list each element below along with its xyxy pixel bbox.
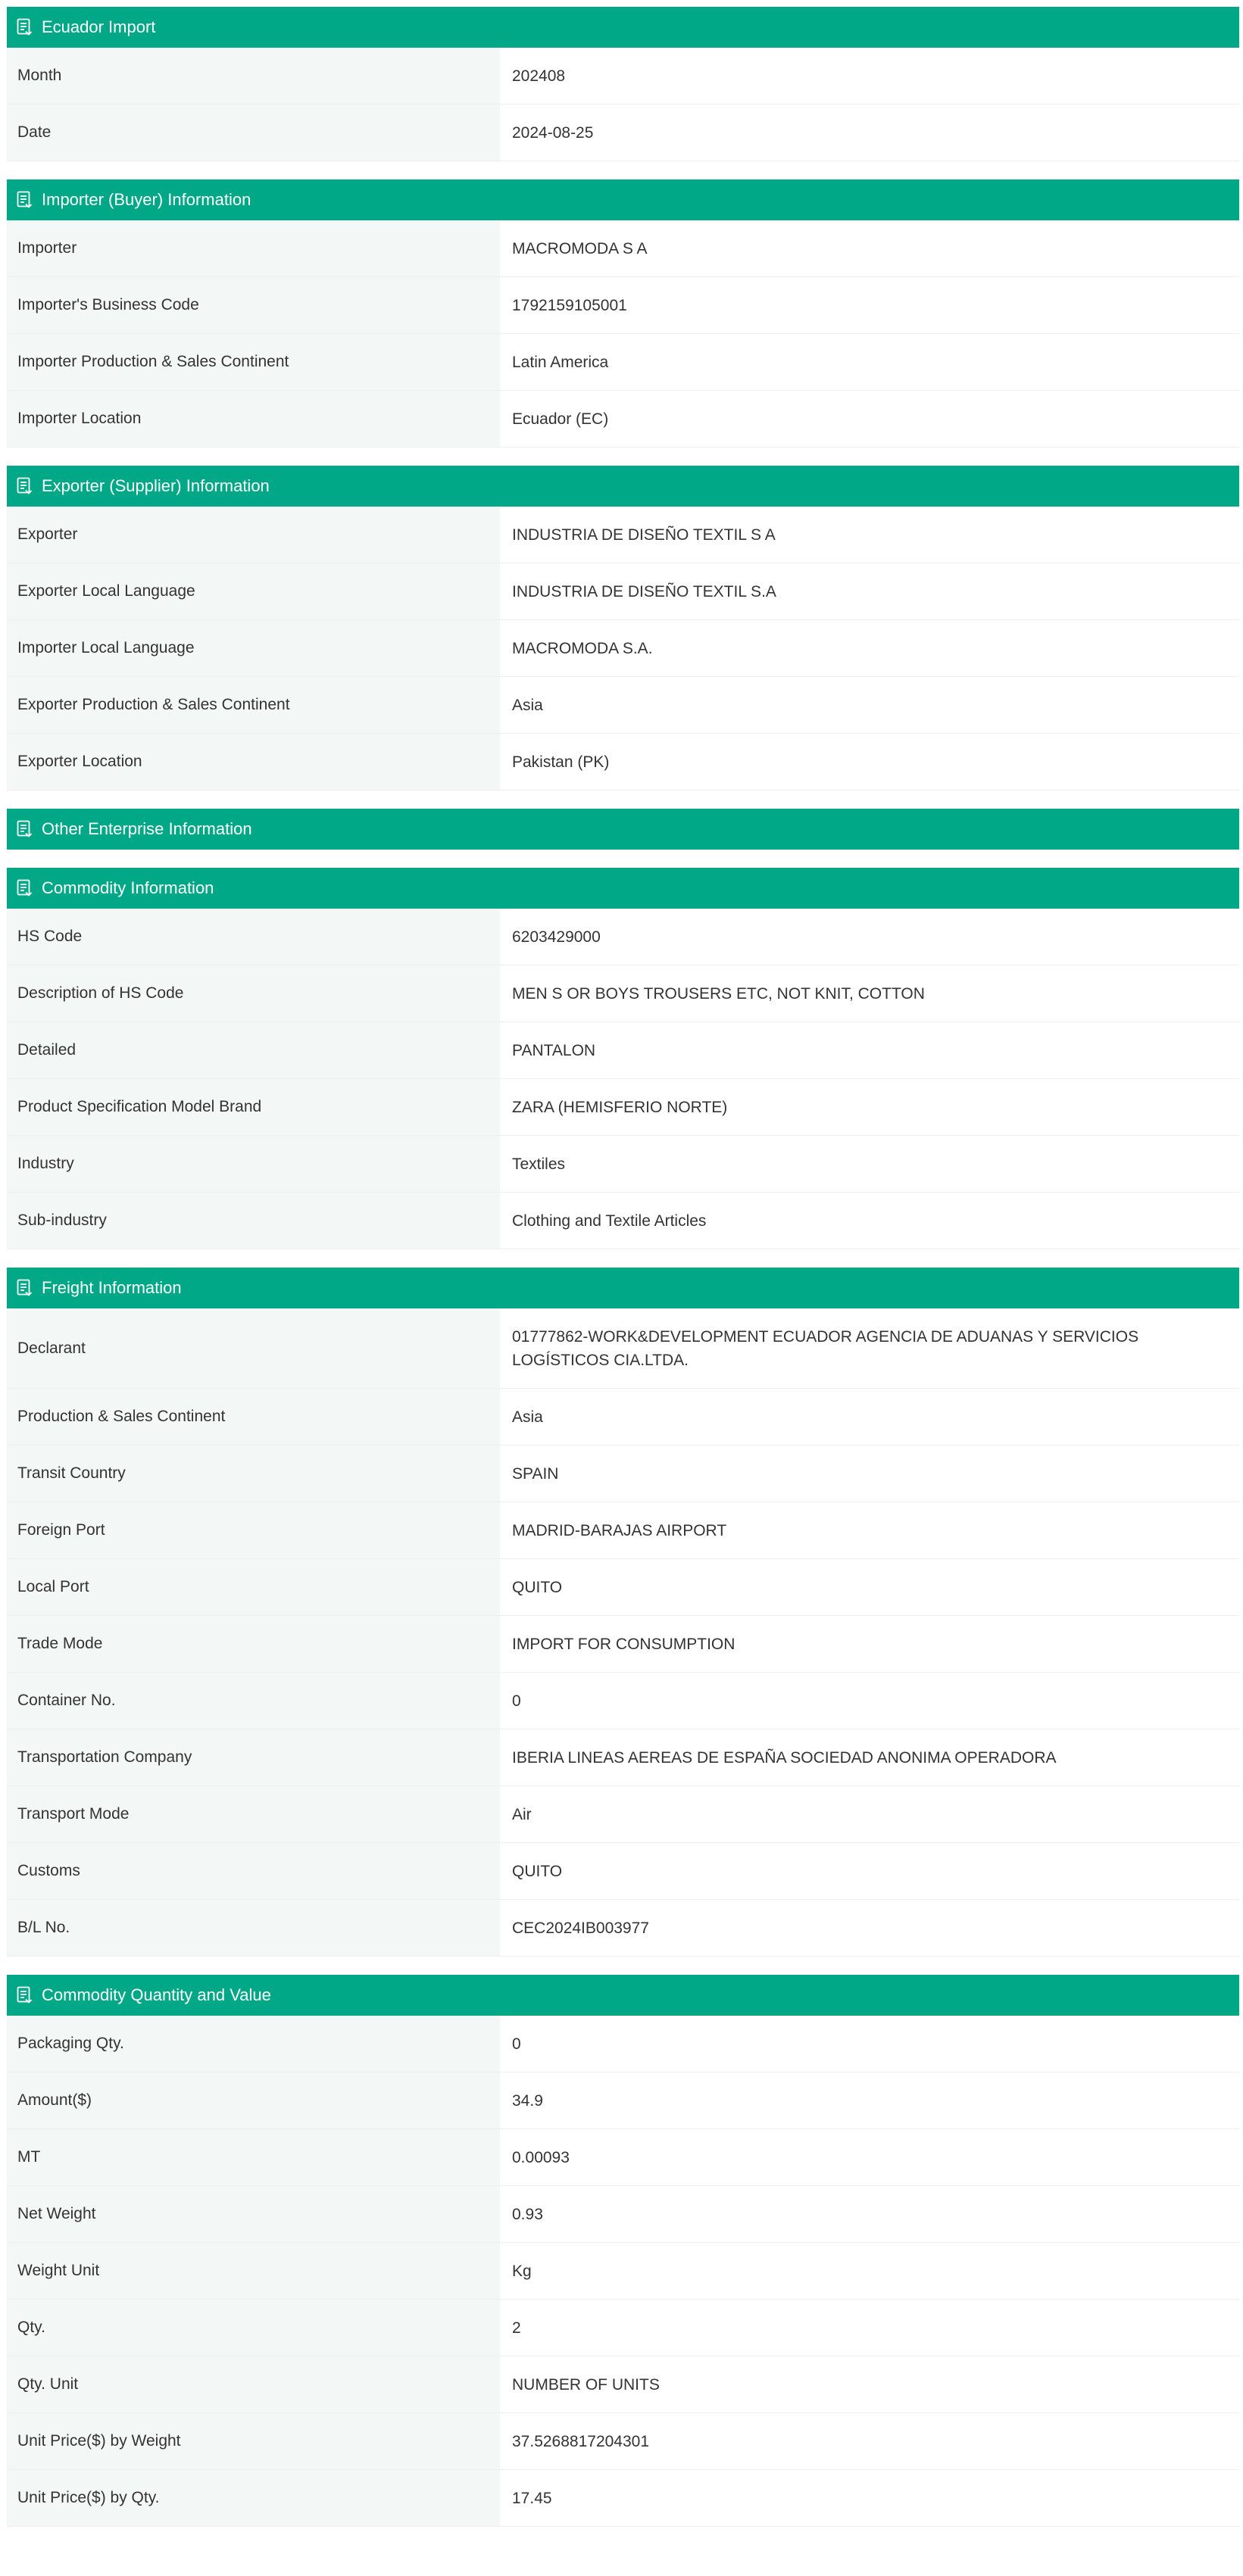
field-value: 6203429000 (500, 909, 1239, 965)
field-value: Asia (500, 1389, 1239, 1445)
field-value: NUMBER OF UNITS (500, 2356, 1239, 2412)
field-label: B/L No. (7, 1900, 500, 1956)
section-importer-buyer-information (7, 179, 1239, 448)
field-row (7, 220, 1239, 277)
field-label: Transportation Company (7, 1729, 500, 1785)
section-body (7, 48, 1239, 161)
field-label: Production & Sales Continent (7, 1389, 500, 1445)
field-label: Transport Mode (7, 1786, 500, 1842)
field-row (7, 2356, 1239, 2413)
field-value: 0.93 (500, 2186, 1239, 2242)
field-label: Qty. (7, 2300, 500, 2356)
field-value: QUITO (500, 1559, 1239, 1615)
field-label: Transit Country (7, 1445, 500, 1502)
field-row (7, 1502, 1239, 1559)
field-row (7, 277, 1239, 334)
section-header (7, 466, 1239, 507)
field-value: MACROMODA S.A. (500, 620, 1239, 676)
section-commodity-information (7, 868, 1239, 1249)
field-row (7, 2413, 1239, 2470)
field-value: MEN S OR BOYS TROUSERS ETC, NOT KNIT, COTTON (500, 965, 1239, 1021)
field-value: Latin America (500, 334, 1239, 390)
section-header (7, 809, 1239, 850)
field-row (7, 909, 1239, 965)
field-value: 17.45 (500, 2470, 1239, 2526)
document-icon (16, 1279, 33, 1297)
field-row (7, 1900, 1239, 1957)
field-value: MADRID-BARAJAS AIRPORT (500, 1502, 1239, 1558)
field-value: 01777862-WORK&DEVELOPMENT ECUADOR AGENCIA DE ADUANAS Y SERVICIOS LOGÍSTICOS CIA.LTDA. (500, 1308, 1239, 1388)
section-other-enterprise-information (7, 809, 1239, 850)
field-value: Pakistan (PK) (500, 734, 1239, 790)
section-header (7, 179, 1239, 220)
field-row (7, 620, 1239, 677)
section-body (7, 909, 1239, 1249)
field-value: 202408 (500, 48, 1239, 104)
field-label: Importer (7, 220, 500, 276)
field-label: Qty. Unit (7, 2356, 500, 2412)
field-row (7, 1079, 1239, 1136)
field-label: Exporter Location (7, 734, 500, 790)
section-ecuador-import (7, 7, 1239, 161)
section-header (7, 1975, 1239, 2016)
field-row (7, 1389, 1239, 1445)
section-body (7, 507, 1239, 791)
field-label: Trade Mode (7, 1616, 500, 1672)
field-label: Container No. (7, 1673, 500, 1729)
field-row (7, 734, 1239, 791)
field-label: Importer Local Language (7, 620, 500, 676)
field-label: Weight Unit (7, 2243, 500, 2299)
field-row (7, 391, 1239, 448)
field-label: Importer Location (7, 391, 500, 447)
field-row (7, 1136, 1239, 1193)
field-row (7, 965, 1239, 1022)
field-label: Description of HS Code (7, 965, 500, 1021)
field-value: INDUSTRIA DE DISEÑO TEXTIL S A (500, 507, 1239, 563)
field-label: Importer's Business Code (7, 277, 500, 333)
field-label: Detailed (7, 1022, 500, 1078)
field-value: QUITO (500, 1843, 1239, 1899)
section-header (7, 1268, 1239, 1308)
section-header (7, 868, 1239, 909)
field-label: Foreign Port (7, 1502, 500, 1558)
field-label: Exporter (7, 507, 500, 563)
field-value: Ecuador (EC) (500, 391, 1239, 447)
field-row (7, 48, 1239, 104)
field-value: MACROMODA S A (500, 220, 1239, 276)
field-label: Net Weight (7, 2186, 500, 2242)
field-value: IMPORT FOR CONSUMPTION (500, 1616, 1239, 1672)
field-row (7, 2243, 1239, 2300)
section-title: Importer (Buyer) Information (42, 190, 251, 209)
field-label: Packaging Qty. (7, 2016, 500, 2072)
field-value: Clothing and Textile Articles (500, 1193, 1239, 1249)
field-row (7, 2186, 1239, 2243)
field-label: Amount($) (7, 2072, 500, 2128)
field-value: 2 (500, 2300, 1239, 2356)
document-icon (16, 879, 33, 897)
field-value: 34.9 (500, 2072, 1239, 2128)
field-value: ZARA (HEMISFERIO NORTE) (500, 1079, 1239, 1135)
field-label: Exporter Local Language (7, 563, 500, 619)
field-row (7, 1729, 1239, 1786)
field-value: Asia (500, 677, 1239, 733)
field-row (7, 1843, 1239, 1900)
field-label: Exporter Production & Sales Continent (7, 677, 500, 733)
field-value: PANTALON (500, 1022, 1239, 1078)
field-label: Declarant (7, 1308, 500, 1388)
field-row (7, 2129, 1239, 2186)
field-label: Date (7, 104, 500, 161)
field-value: CEC2024IB003977 (500, 1900, 1239, 1956)
section-title: Commodity Information (42, 878, 214, 897)
section-freight-information (7, 1268, 1239, 1957)
field-value: 0 (500, 2016, 1239, 2072)
field-label: Unit Price($) by Qty. (7, 2470, 500, 2526)
section-title: Exporter (Supplier) Information (42, 476, 270, 495)
section-title: Freight Information (42, 1278, 182, 1297)
field-row (7, 104, 1239, 161)
field-label: Product Specification Model Brand (7, 1079, 500, 1135)
section-body (7, 2016, 1239, 2527)
field-value: 37.5268817204301 (500, 2413, 1239, 2469)
field-row (7, 2300, 1239, 2356)
field-value: SPAIN (500, 1445, 1239, 1502)
document-icon (16, 18, 33, 36)
field-row (7, 563, 1239, 620)
field-row (7, 677, 1239, 734)
field-row (7, 2016, 1239, 2072)
field-label: Unit Price($) by Weight (7, 2413, 500, 2469)
section-title: Other Enterprise Information (42, 819, 252, 838)
document-icon (16, 191, 33, 209)
field-value: Textiles (500, 1136, 1239, 1192)
section-body (7, 220, 1239, 448)
section-title: Commodity Quantity and Value (42, 1985, 271, 2004)
field-row (7, 2072, 1239, 2129)
field-label: MT (7, 2129, 500, 2185)
field-row (7, 1308, 1239, 1389)
field-label: Industry (7, 1136, 500, 1192)
field-value: 0 (500, 1673, 1239, 1729)
field-value: INDUSTRIA DE DISEÑO TEXTIL S.A (500, 563, 1239, 619)
document-icon (16, 1986, 33, 2004)
field-value: 2024-08-25 (500, 104, 1239, 161)
field-row (7, 1022, 1239, 1079)
detail-page (7, 7, 1239, 2545)
document-icon (16, 477, 33, 495)
field-row (7, 1786, 1239, 1843)
field-label: Customs (7, 1843, 500, 1899)
document-icon (16, 820, 33, 838)
field-row (7, 507, 1239, 563)
field-label: Month (7, 48, 500, 104)
field-row (7, 334, 1239, 391)
section-exporter-supplier-information (7, 466, 1239, 791)
section-title: Ecuador Import (42, 17, 156, 36)
field-label: Sub-industry (7, 1193, 500, 1249)
section-body (7, 1308, 1239, 1957)
field-row (7, 1193, 1239, 1249)
section-header (7, 7, 1239, 48)
field-value: Kg (500, 2243, 1239, 2299)
field-label: HS Code (7, 909, 500, 965)
section-commodity-quantity-and-value (7, 1975, 1239, 2527)
field-label: Local Port (7, 1559, 500, 1615)
field-value: Air (500, 1786, 1239, 1842)
field-row (7, 1673, 1239, 1729)
field-row (7, 1559, 1239, 1616)
field-row (7, 1616, 1239, 1673)
field-value: 1792159105001 (500, 277, 1239, 333)
field-row (7, 1445, 1239, 1502)
field-label: Importer Production & Sales Continent (7, 334, 500, 390)
field-value: 0.00093 (500, 2129, 1239, 2185)
field-row (7, 2470, 1239, 2527)
field-value: IBERIA LINEAS AEREAS DE ESPAÑA SOCIEDAD ANONIMA OPERADORA (500, 1729, 1239, 1785)
